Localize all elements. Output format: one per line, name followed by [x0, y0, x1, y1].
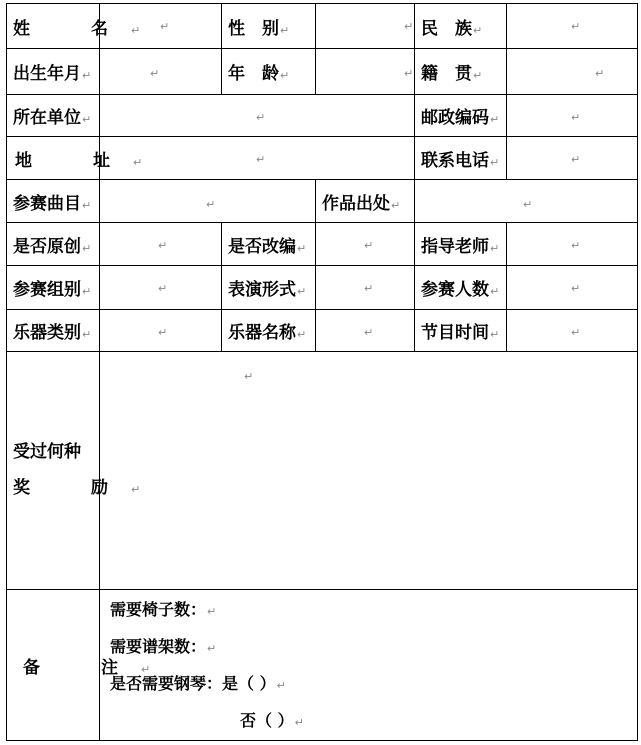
phone-input-cell[interactable]: ↵: [507, 137, 638, 180]
original-input-cell[interactable]: ↵: [100, 223, 222, 266]
name-label-cell: 姓 名↵: [7, 4, 100, 49]
piece-label: 参赛曲目: [13, 193, 81, 214]
instructor-input-cell[interactable]: ↵: [507, 223, 638, 266]
awards-label-cell: 受过何种 奖 励↵: [7, 352, 100, 590]
work-unit-label-cell: 所在单位↵: [7, 95, 100, 137]
instrument-type-label: 乐器类别: [13, 323, 81, 343]
gender-label: 性 别: [228, 18, 279, 39]
group-label-cell: 参赛组别↵: [7, 266, 100, 310]
gender-label-cell: 性 别↵: [222, 4, 316, 49]
piece-label-cell: 参赛曲目↵: [7, 180, 100, 223]
phone-label-cell: 联系电话↵: [415, 137, 507, 180]
source-label: 作品出处: [322, 193, 390, 214]
adapted-label: 是否改编: [228, 236, 296, 257]
stands-line: 需要谱架数：↵: [110, 637, 217, 656]
work-unit-input-cell[interactable]: ↵: [100, 95, 415, 137]
piano-no-text: 否（ ）: [240, 711, 294, 730]
form-row-name: [7, 4, 638, 49]
instrument-name-input-cell[interactable]: ↵: [316, 310, 415, 352]
source-input-cell[interactable]: ↵: [415, 180, 638, 223]
phone-label: 联系电话: [421, 150, 489, 171]
ethnicity-label: 民 族: [421, 18, 472, 39]
age-label-cell: 年 龄↵: [222, 49, 316, 95]
origin-label-cell: 籍 贯↵: [415, 49, 507, 95]
instrument-name-label-cell: 乐器名称↵: [222, 310, 316, 352]
instrument-type-input-cell[interactable]: ↵: [100, 310, 222, 352]
work-unit-label: 所在单位: [13, 108, 81, 128]
duration-input-cell[interactable]: ↵: [507, 310, 638, 352]
duration-label-cell: 节目时间↵: [415, 310, 507, 352]
original-label-cell: 是否原创↵: [7, 223, 100, 266]
awards-label-line2: 奖 励: [13, 477, 130, 498]
postal-code-input-cell[interactable]: ↵: [507, 95, 638, 137]
notes-content-cell[interactable]: [100, 590, 638, 741]
ethnicity-label-cell: 民 族↵: [415, 4, 507, 49]
age-label: 年 龄: [228, 64, 279, 84]
age-input-cell[interactable]: ↵: [316, 49, 415, 95]
form-label-cell: 表演形式↵: [222, 266, 316, 310]
notes-label-cell: 备 注↵: [7, 590, 100, 741]
duration-label: 节目时间: [421, 323, 489, 343]
awards-input-cell[interactable]: ↵: [100, 352, 638, 590]
piano-no-line: 否（ ）↵: [240, 711, 304, 730]
chairs-line: 需要椅子数：↵: [110, 600, 217, 619]
name-label: 姓 名: [13, 18, 130, 39]
instrument-name-label: 乐器名称: [228, 323, 296, 343]
form-row-awards: [7, 352, 638, 590]
postal-code-label: 邮政编码: [421, 108, 489, 128]
form-label: 表演形式: [228, 280, 296, 300]
instructor-label: 指导老师: [421, 236, 489, 257]
chairs-text: 需要椅子数：: [110, 600, 207, 619]
instructor-label-cell: 指导老师↵: [415, 223, 507, 266]
stands-text: 需要谱架数：: [110, 637, 207, 656]
ethnicity-input-cell[interactable]: ↵: [507, 4, 638, 49]
participants-label: 参赛人数: [421, 280, 489, 300]
participants-input-cell[interactable]: ↵: [507, 266, 638, 310]
address-label-cell: 地 址↵: [7, 137, 100, 180]
notes-label: 备 注: [23, 657, 140, 678]
awards-label-line1: 受过何种: [13, 441, 81, 462]
form-row-birth: [7, 49, 638, 95]
participants-label-cell: 参赛人数↵: [415, 266, 507, 310]
instrument-type-label-cell: 乐器类别↵: [7, 310, 100, 352]
name-input-cell[interactable]: ↵: [100, 4, 222, 49]
form-row-instrument: [7, 310, 638, 352]
original-label: 是否原创: [13, 236, 81, 257]
birth-label: 出生年月: [13, 64, 81, 84]
group-label: 参赛组别: [13, 280, 81, 300]
origin-label: 籍 贯: [421, 64, 472, 84]
form-row-piece: [7, 180, 638, 223]
piece-input-cell[interactable]: ↵: [100, 180, 316, 223]
address-input-cell[interactable]: ↵: [100, 137, 415, 180]
address-label: 地 址: [15, 150, 132, 171]
postal-code-label-cell: 邮政编码↵: [415, 95, 507, 137]
adapted-input-cell[interactable]: ↵: [316, 223, 415, 266]
form-row-address: [7, 137, 638, 180]
registration-form: [6, 3, 638, 741]
form-input-cell[interactable]: ↵: [316, 266, 415, 310]
form-row-group: [7, 266, 638, 310]
piano-yes-text: 是否需要钢琴：是（ ）: [110, 674, 276, 693]
origin-input-cell[interactable]: ↵: [507, 49, 638, 95]
form-row-work-unit: [7, 95, 638, 137]
source-label-cell: 作品出处↵: [316, 180, 415, 223]
birth-input-cell[interactable]: ↵: [100, 49, 222, 95]
group-input-cell[interactable]: ↵: [100, 266, 222, 310]
adapted-label-cell: 是否改编↵: [222, 223, 316, 266]
form-row-original: [7, 223, 638, 266]
gender-input-cell[interactable]: ↵: [316, 4, 415, 49]
form-row-notes: [7, 590, 638, 741]
piano-yes-line: 是否需要钢琴：是（ ）↵: [110, 674, 286, 693]
birth-label-cell: 出生年月↵: [7, 49, 100, 95]
